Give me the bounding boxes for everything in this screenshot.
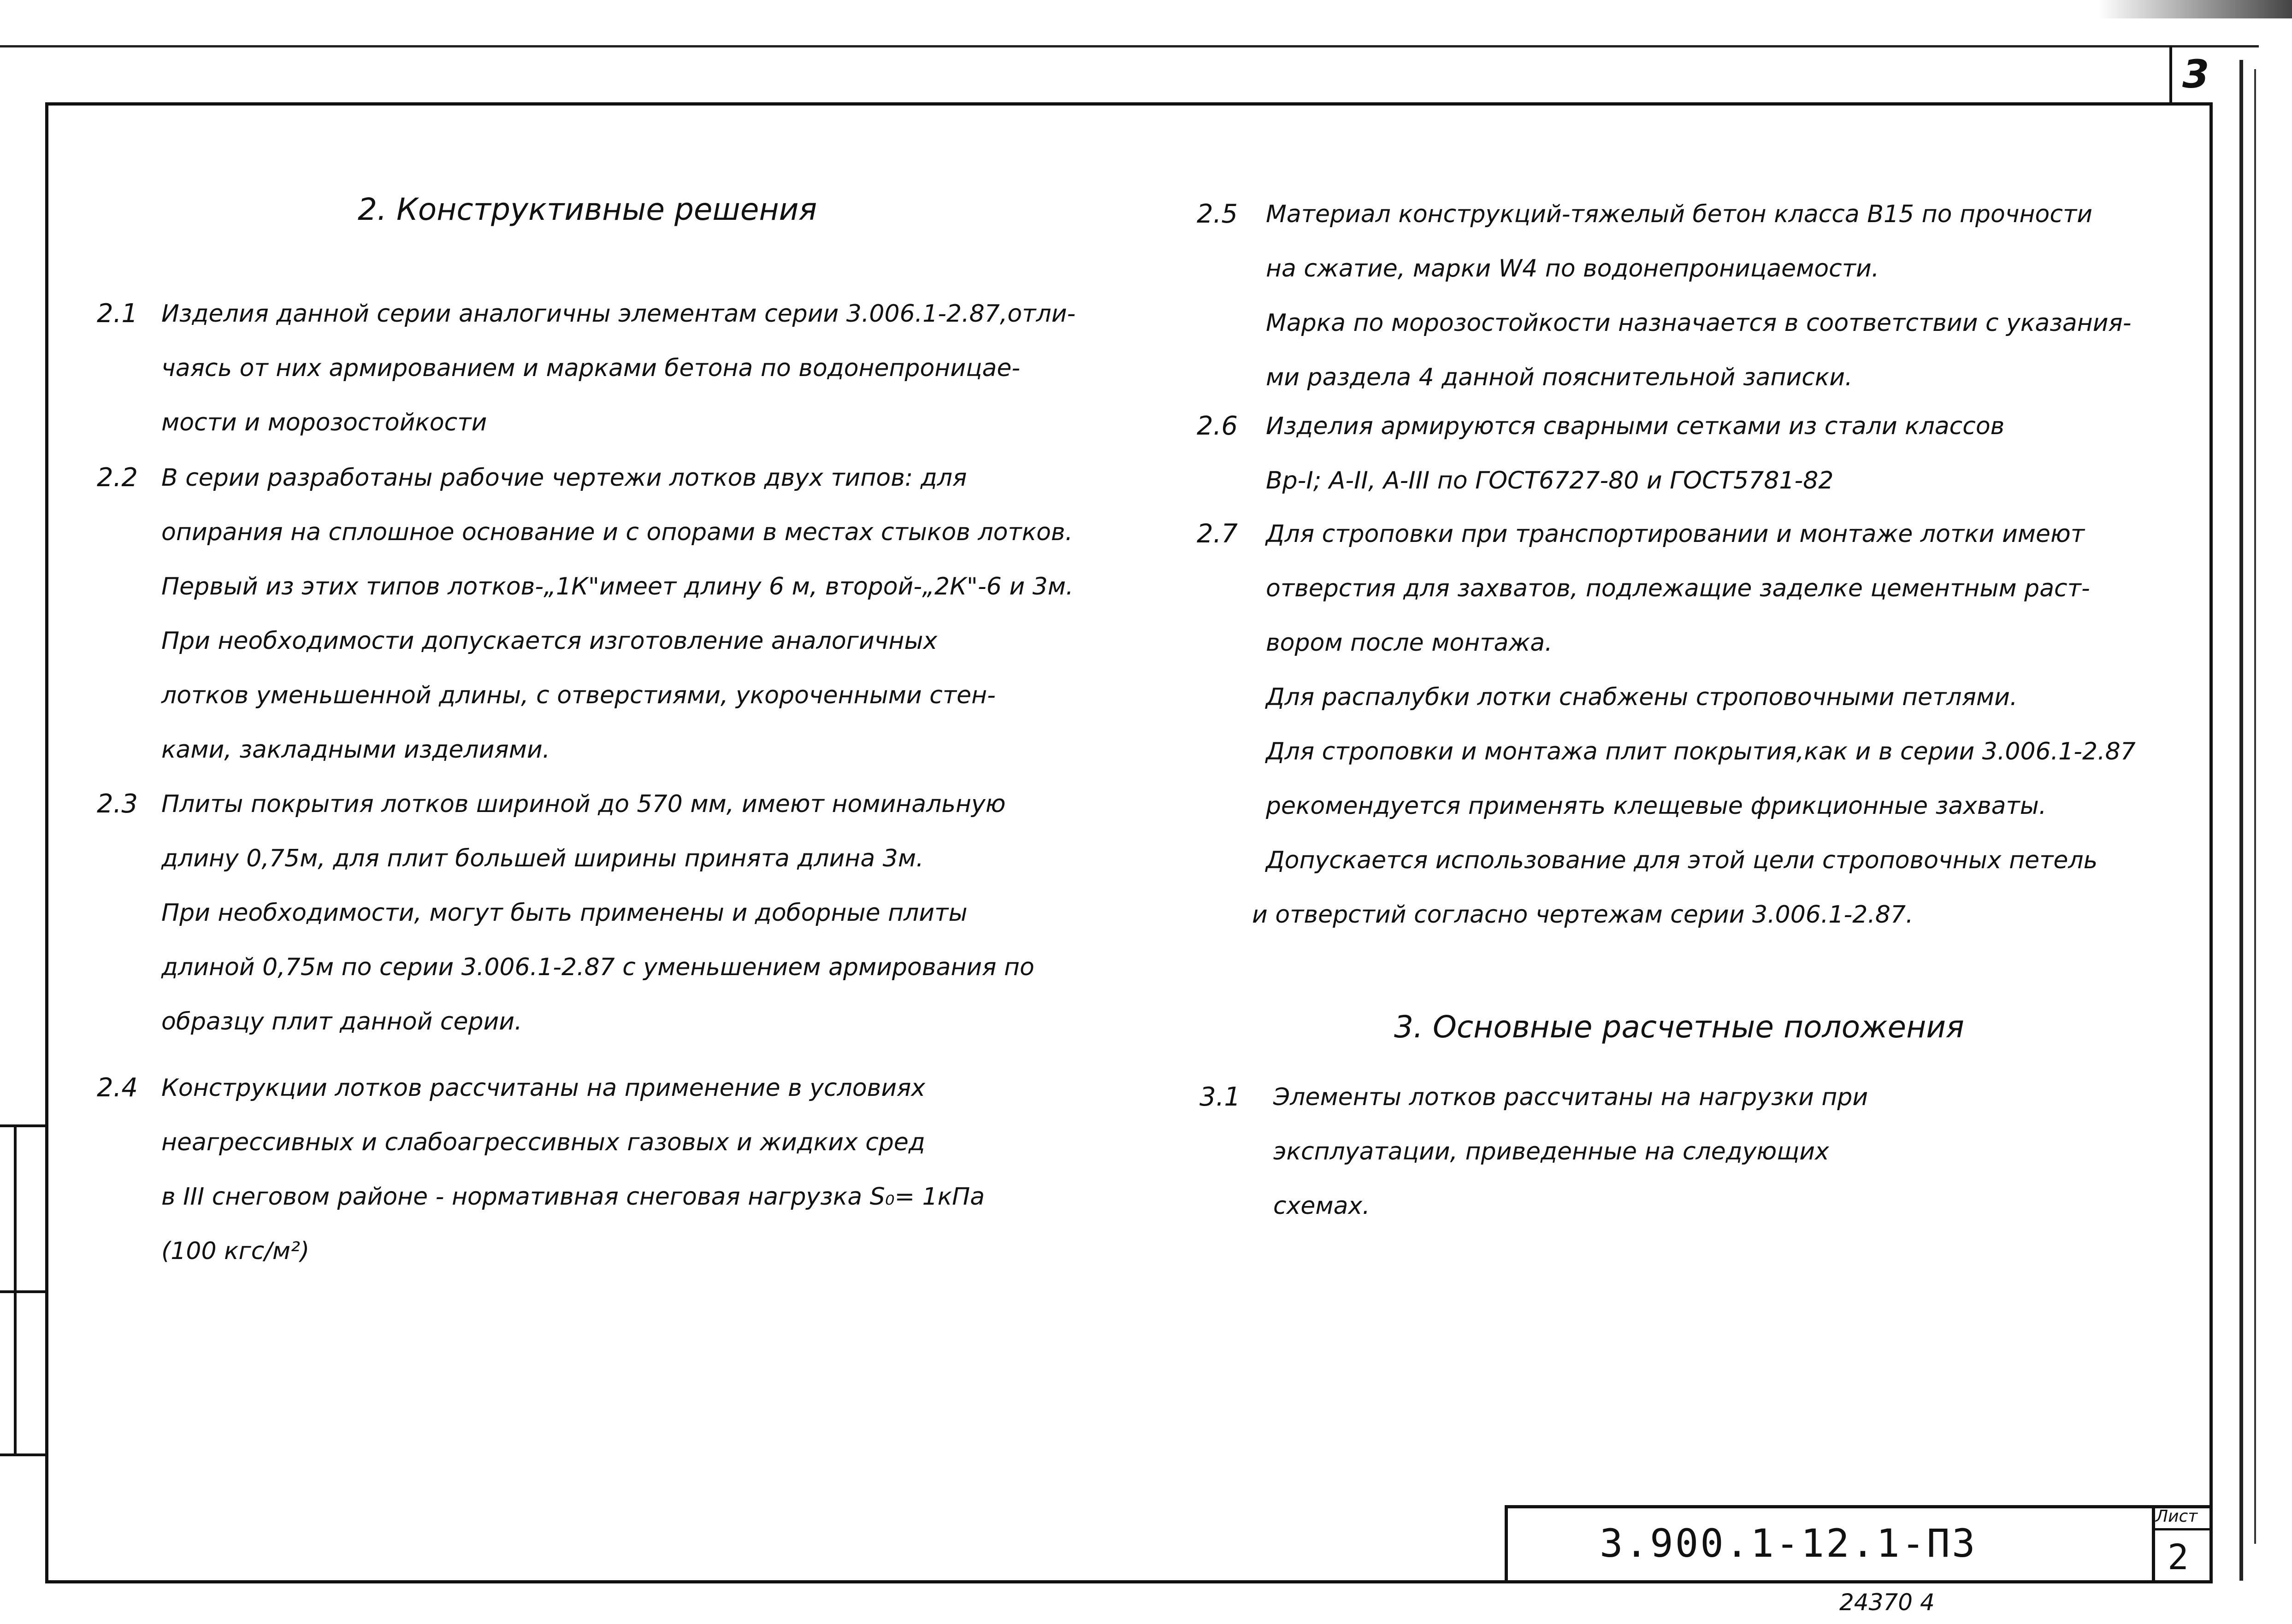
text-line: Допускается использование для этой цели строповочных петель (1266, 847, 2098, 874)
text-line: Для строповки и монтажа плит покрытия,как и в серии 3.006.1-2.87 (1266, 738, 2136, 765)
text-line: Плиты покрытия лотков шириной до 570 мм, имеют номинальную (161, 790, 1006, 818)
text-line: образцу плит данной серии. (161, 1008, 522, 1036)
paragraph-number: 3.1 (1199, 1082, 1241, 1112)
scan-edge-shadow (2098, 0, 2292, 18)
text-line: неагрессивных и слабоагрессивных газовых и жидких сред (161, 1129, 925, 1156)
text-line: Для строповки при транспортировании и монтаже лотки имеют (1266, 520, 2085, 548)
top-edge-line (0, 45, 2259, 47)
text-line: (100 кгс/м²) (161, 1237, 310, 1265)
inventory-number: 24370 4 (1839, 1589, 1935, 1616)
paragraph-number: 2.3 (97, 789, 138, 819)
text-line: мости и морозостойкости (161, 409, 487, 436)
text-line: эксплуатации, приведенные на следующих (1273, 1138, 1829, 1165)
page-number: 3 (2182, 52, 2209, 97)
text-line: Изделия данной серии аналогичны элементам серии 3.006.1-2.87,отли- (161, 300, 1076, 328)
text-line: Изделия армируются сварными сетками из стали классов (1266, 412, 2005, 440)
text-line: Для распалубки лотки снабжены строповочными петлями. (1266, 683, 2018, 711)
paragraph-2-1 (97, 287, 1076, 450)
sheet-label: Лист (2156, 1507, 2198, 1526)
text-line: В серии разработаны рабочие чертежи лотков двух типов: для (161, 464, 967, 492)
text-line: Первый из этих типов лотков-„1К"имеет длину 6 м, второй-„2К"-6 и 3м. (161, 573, 1074, 600)
right-edge-line-outer (2254, 69, 2256, 1544)
text-line: ками, закладными изделиями. (161, 736, 550, 764)
sheet-divider (2152, 1528, 2213, 1530)
text-line: лотков уменьшенной длины, с отверстиями, укороченными стен- (161, 682, 996, 709)
text-line: опирания на сплошное основание и с опорами в местах стыков лотков. (161, 518, 1073, 546)
document-code: 3.900.1-12.1-П3 (1600, 1521, 1977, 1566)
text-line: и отверстий согласно чертежам серии 3.006.1-2.87. (1252, 901, 1914, 929)
text-line: в III снеговом районе - нормативная снеговая нагрузка S₀= 1кПа (161, 1183, 985, 1211)
text-line: рекомендуется применять клещевые фрикционные захваты. (1266, 792, 2047, 820)
sheet-number: 2 (2168, 1536, 2189, 1577)
paragraph-number: 2.6 (1197, 411, 1238, 441)
text-line: ми раздела 4 данной пояснительной записки. (1266, 364, 1853, 391)
right-edge-line (2239, 60, 2243, 1581)
section-2-title: 2. Конструктивные решения (358, 192, 817, 227)
text-line: Марка по морозостойкости назначается в соответствии с указания- (1266, 309, 2132, 337)
text-line: длину 0,75м, для плит большей ширины принята длина 3м. (161, 845, 924, 872)
text-line: вором после монтажа. (1266, 629, 1553, 657)
paragraph-2-6 (1197, 399, 2005, 508)
text-line: на сжатие, марки W4 по водонепроницаемости. (1266, 255, 1879, 282)
paragraph-2-7 (1197, 507, 2136, 942)
paragraph-2-4 (97, 1061, 985, 1278)
text-line: схемах. (1273, 1192, 1370, 1220)
text-line: отверстия для захватов, подлежащие заделке цементным раст- (1266, 575, 2090, 602)
paragraph-number: 2.2 (97, 463, 138, 493)
text-line: Элементы лотков рассчитаны на нагрузки при (1273, 1083, 1868, 1111)
text-line: Материал конструкций-тяжелый бетон класса В15 по прочности (1266, 200, 2093, 228)
paragraph-number: 2.4 (97, 1073, 138, 1103)
paragraph-2-2 (97, 451, 1074, 777)
text-line: Вр-I; А-II, А-III по ГОСТ6727-80 и ГОСТ5781-82 (1266, 467, 1834, 494)
binding-margin-table (0, 1124, 45, 1456)
text-line: При необходимости, могут быть применены и доборные плиты (161, 899, 968, 927)
paragraph-2-5 (1197, 187, 2132, 405)
text-line: Конструкции лотков рассчитаны на применение в условиях (161, 1074, 926, 1102)
text-line: чаясь от них армированием и марками бетона по водонепроницае- (161, 354, 1021, 382)
paragraph-2-3 (97, 777, 1034, 1049)
section-3-title: 3. Основные расчетные положения (1394, 1009, 1964, 1045)
paragraph-number: 2.7 (1197, 519, 1238, 549)
text-line: длиной 0,75м по серии 3.006.1-2.87 с уменьшением армирования по (161, 953, 1034, 981)
paragraph-3-1 (1199, 1070, 1868, 1233)
paragraph-number: 2.5 (1197, 199, 1238, 229)
paragraph-number: 2.1 (97, 299, 138, 329)
text-line: При необходимости допускается изготовление аналогичных (161, 627, 938, 655)
